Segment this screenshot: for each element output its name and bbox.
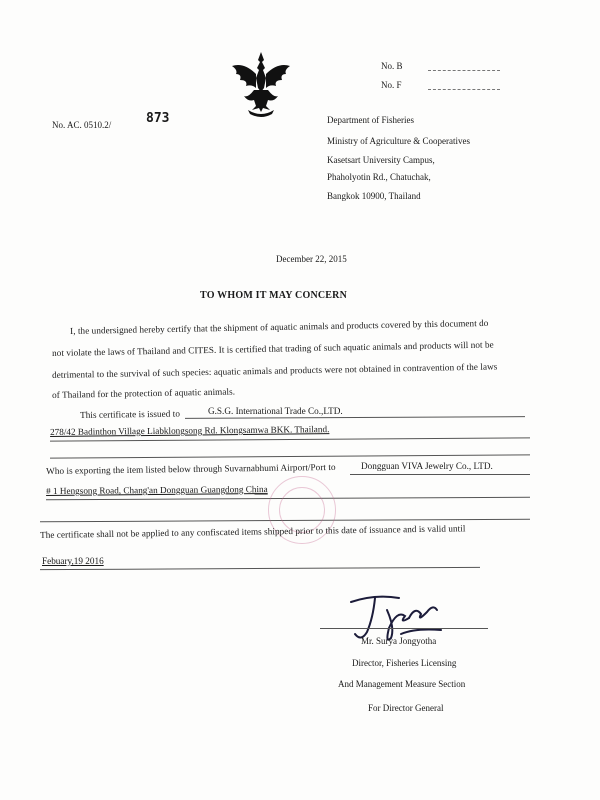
no-b-field-line [428, 70, 500, 71]
no-f-label: No. F [381, 80, 402, 90]
signer-name: Mr. Surya Jongyotha [361, 636, 437, 646]
issue-date: December 22, 2015 [276, 254, 347, 264]
issued-address-underline [50, 437, 530, 441]
garuda-emblem-icon [226, 48, 296, 120]
signature-line [320, 628, 488, 629]
document-title: TO WHOM IT MAY CONCERN [200, 290, 348, 301]
exporting-label: Who is exporting the item listed below through Suvarnabhumi Airport/Port to [46, 461, 336, 476]
address-line: Bangkok 10900, Thailand [327, 191, 421, 201]
body-line: not violate the laws of Thailand and CITES. It is certified that trading of such aquatic animals and products will not be [52, 339, 494, 358]
address-line: Ministry of Agriculture & Cooperatives [327, 136, 470, 146]
blank-line [50, 454, 530, 458]
signer-role: For Director General [368, 703, 444, 713]
address-line: Phaholyotin Rd., Chatuchak, [327, 172, 431, 182]
exporting-to-underline [350, 474, 530, 475]
issued-to-value: G.S.G. International Trade Co.,LTD. [208, 406, 343, 416]
body-line: of Thailand for the protection of aquatic animals. [52, 386, 236, 400]
body-line: detrimental to the survival of such species: aquatic animals and products were not obtained in contravention of the laws [52, 361, 498, 380]
valid-until-date: Febuary,19 2016 [42, 556, 104, 566]
body-line: I, the undersigned hereby certify that the shipment of aquatic animals and products covered by this document do [70, 317, 489, 336]
address-line: Kasetsart University Campus, [327, 155, 435, 165]
no-f-field-line [428, 89, 500, 90]
signer-section: And Management Measure Section [338, 679, 466, 689]
issued-to-underline [185, 416, 525, 419]
no-b-label: No. B [381, 61, 403, 71]
exporting-to-value: Dongguan VIVA Jewelry Co., LTD. [361, 461, 493, 471]
valid-until-underline [40, 567, 480, 570]
issued-to-label: This certificate is issued to [80, 408, 181, 420]
exporting-address: # 1 Hengsong Road, Chang'an Dongguan Guangdong China [46, 484, 268, 496]
address-line: Department of Fisheries [327, 115, 414, 125]
reference-number: 873 [146, 111, 170, 126]
signer-title: Director, Fisheries Licensing [352, 658, 457, 668]
issued-address: 278/42 Badinthon Village Liabklongsong Rd. Klongsamwa BKK. Thailand. [50, 424, 330, 437]
validity-text: The certificate shall not be applied to any confiscated items shipped prior to this date of issuance and is valid until [40, 523, 466, 540]
reference-label: No. AC. 0510.2/ [52, 120, 112, 130]
